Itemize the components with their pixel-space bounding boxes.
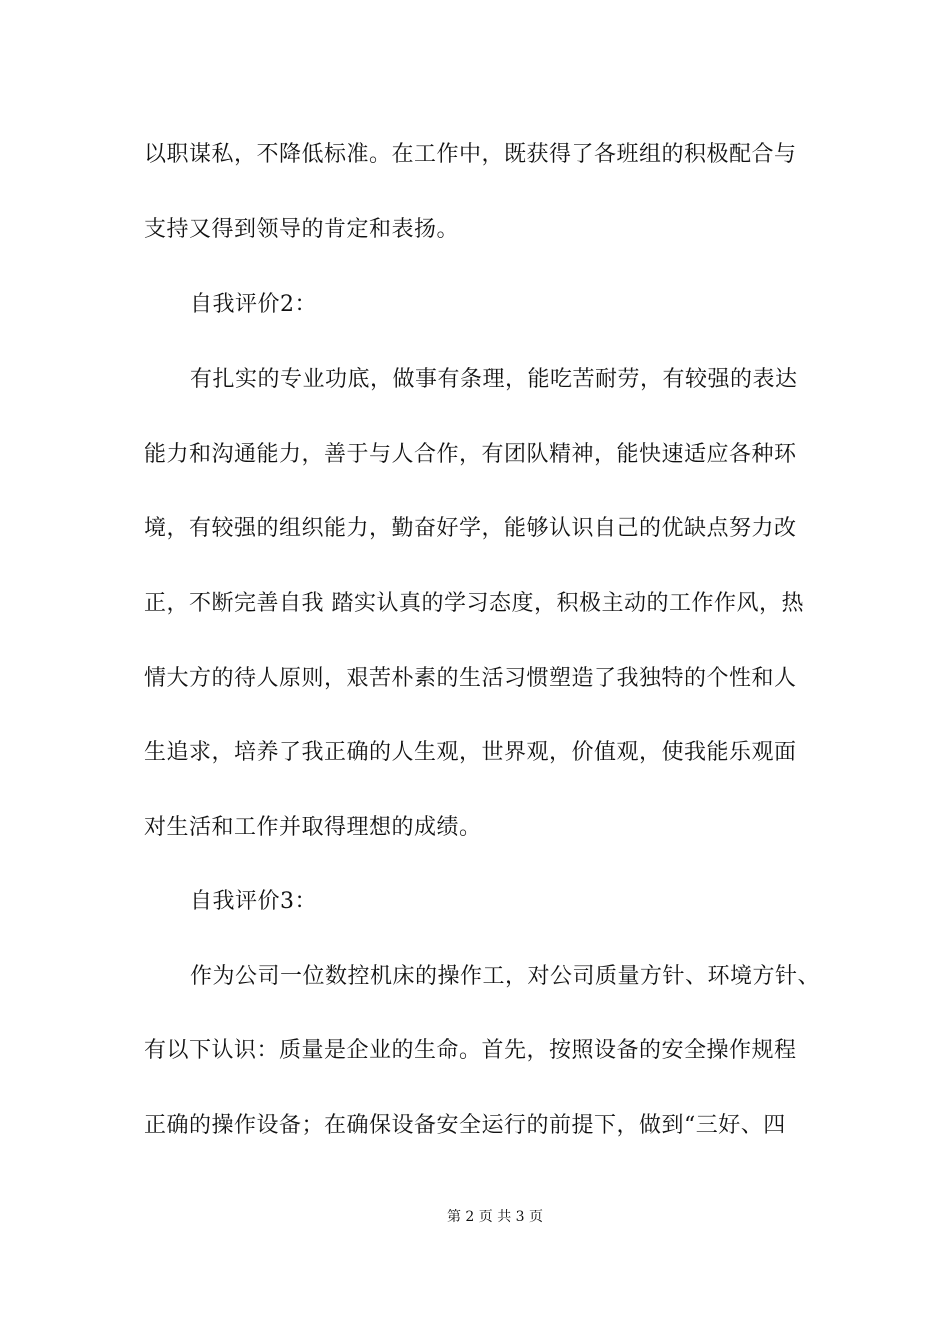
text-line: 有扎实的专业功底，做事有条理，能吃苦耐劳，有较强的表达 bbox=[190, 367, 798, 392]
text-line: 有以下认识：质量是企业的生命。首先，按照设备的安全操作规程 bbox=[144, 1038, 797, 1063]
text-line: 正，不断完善自我 踏实认真的学习态度，积极主动的工作作风，热 bbox=[144, 591, 804, 616]
section-heading: 自我评价3： bbox=[190, 889, 317, 914]
text-line: 生追求，培养了我正确的人生观，世界观，价值观，使我能乐观面 bbox=[144, 740, 797, 765]
text-line: 作为公司一位数控机床的操作工，对公司质量方针、环境方针、 bbox=[190, 964, 821, 989]
text-line: 能力和沟通能力，善于与人合作，有团队精神，能快速适应各种环 bbox=[144, 442, 797, 467]
text-line: 情大方的待人原则，艰苦朴素的生活习惯塑造了我独特的个性和人 bbox=[144, 666, 797, 691]
page-number-footer: 第 2 页 共 3 页 bbox=[446, 1209, 544, 1225]
text-line: 支持又得到领导的肯定和表扬。 bbox=[144, 217, 460, 242]
text-line: 正确的操作设备；在确保设备安全运行的前提下，做到“三好、四 bbox=[144, 1113, 786, 1138]
text-line: 境，有较强的组织能力，勤奋好学，能够认识自己的优缺点努力改 bbox=[144, 516, 797, 541]
text-line: 对生活和工作并取得理想的成绩。 bbox=[144, 815, 482, 840]
section-heading: 自我评价2： bbox=[190, 292, 317, 317]
text-line: 以职谋私，不降低标准。在工作中，既获得了各班组的积极配合与 bbox=[144, 142, 797, 167]
